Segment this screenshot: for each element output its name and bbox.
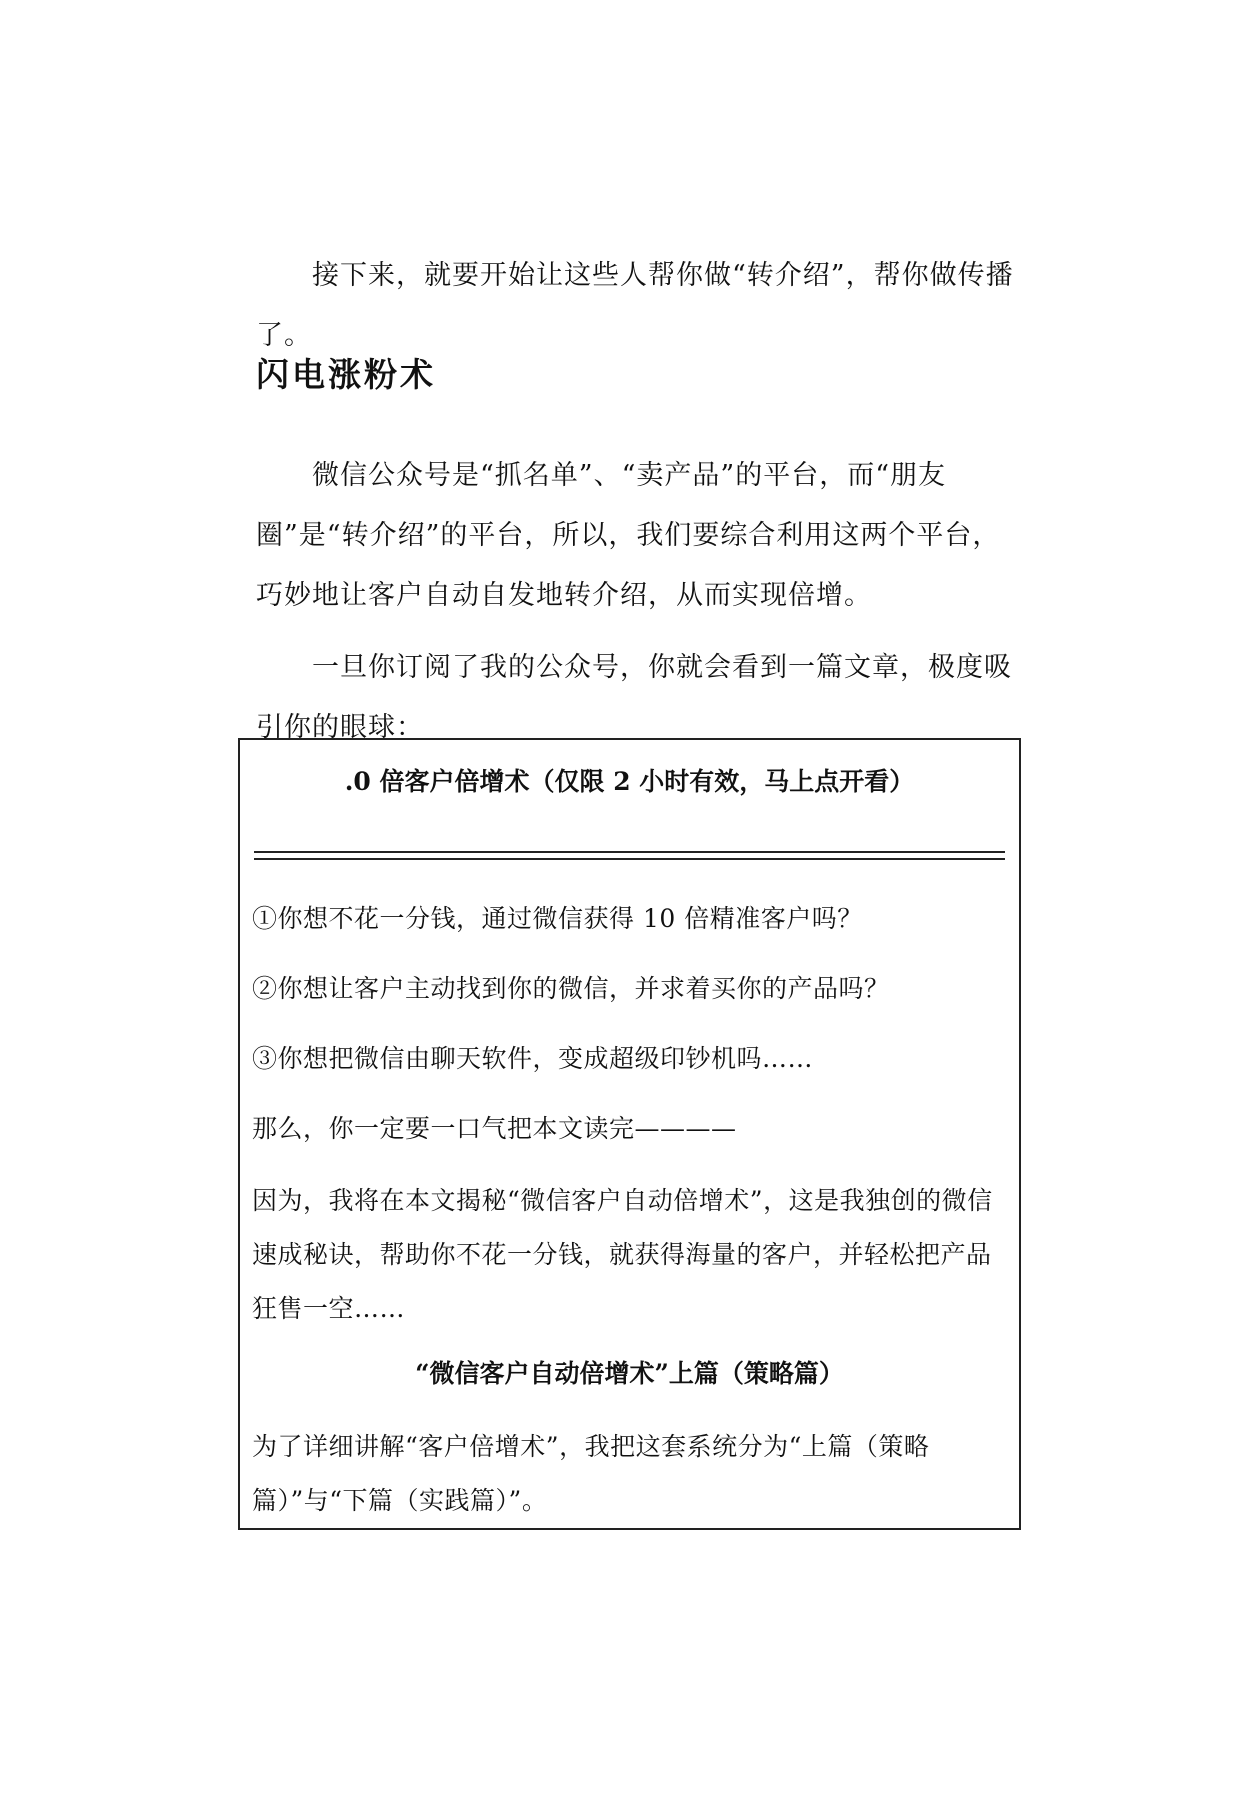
body-paragraph-2: 一旦你订阅了我的公众号，你就会看到一篇文章，极度吸引你的眼球： (256, 652, 1012, 743)
read-prompt-line: 那么，你一定要一口气把本文读完———— (252, 1114, 737, 1143)
double-divider (254, 851, 1005, 860)
explanation-paragraph: 为了详细讲解“客户倍增术”，我把这套系统分为“上篇（策略篇）”与“下篇（实践篇）”。 (252, 1432, 930, 1515)
intro-paragraph: 接下来，就要开始让这些人帮你做“转介绍”，帮你做传播了。 (256, 260, 1014, 351)
reveal-paragraph: 因为，我将在本文揭秘“微信客户自动倍增术”，这是我独创的微信速成秘诀，帮助你不花一分钱，就获得海量的客户，并轻松把产品狂售一空…… (252, 1186, 993, 1323)
question-2: ②你想让客户主动找到你的微信，并求着买你的产品吗？ (252, 974, 890, 1003)
body-paragraph-1: 微信公众号是“抓名单”、“卖产品”的平台，而“朋友圈”是“转介绍”的平台，所以，我们要综合利用这两个平台，巧妙地让客户自动自发地转介绍，从而实现倍增。 (256, 460, 1001, 611)
article-subtitle: “微信客户自动倍增术”上篇（策略篇） (415, 1359, 844, 1388)
article-preview-box (238, 738, 1021, 1530)
question-3: ③你想把微信由聊天软件，变成超级印钞机吗…… (252, 1044, 814, 1073)
question-1: ①你想不花一分钱，通过微信获得 10 倍精准客户吗？ (252, 904, 863, 933)
article-title: .0 倍客户倍增术（仅限 2 小时有效，马上点开看） (344, 767, 915, 796)
section-heading: 闪电涨粉术 (256, 355, 436, 394)
